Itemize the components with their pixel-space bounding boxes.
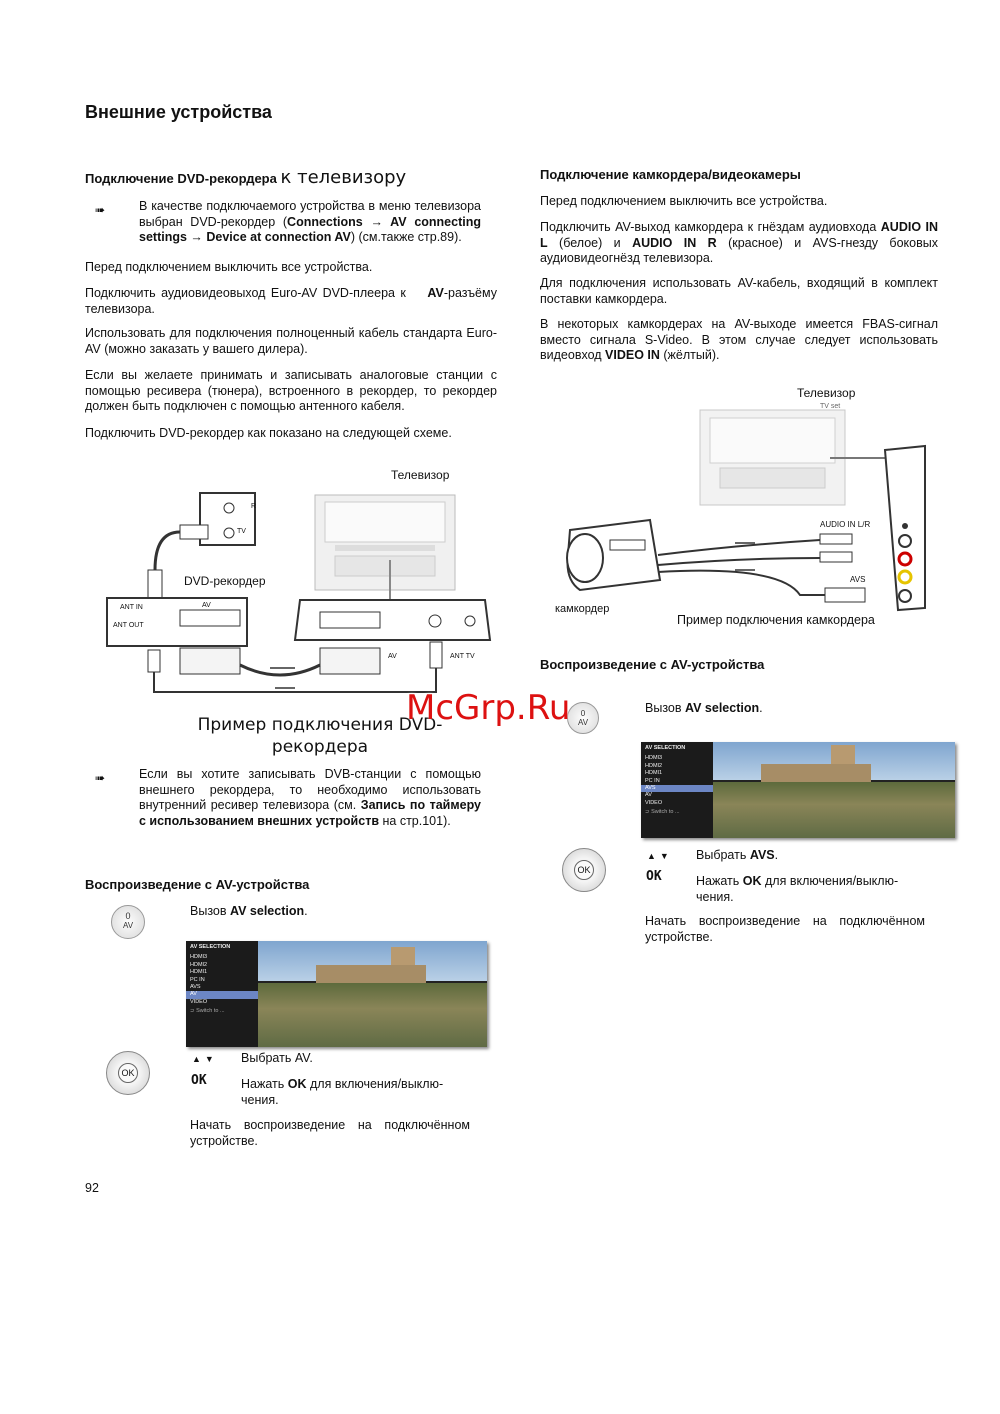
note-device-setting [139,199,481,246]
recorder-scart [180,610,240,626]
note2-ref: Запись по таймеру с использованием внешних устройств [139,798,481,828]
tv-screen [325,502,445,542]
note1-text: В качестве подключаемого устройства в меню телевизора выбран DVD-рекордер ( [139,199,481,229]
avs-socket [899,590,911,602]
scart-cable [240,665,320,675]
menu-footer: ⊃ Switch to ... [190,1008,225,1015]
left-ok-ring[interactable] [106,1051,150,1095]
right-av-btn-label: AV [577,718,589,727]
menu-item[interactable]: VIDEO [190,998,208,1005]
cam-diagram-caption: Пример подключения камкордера [677,613,875,627]
wall-r-label: R [251,503,257,510]
tv-ant-socket [429,615,441,627]
r-p4-bold: VIDEO IN [605,348,660,362]
watermark: McGrp.Ru [406,688,571,728]
tv-label: Телевизор [391,468,450,482]
left-p4: Если вы желаете принимать и записывать аналоговые станции с помощью ресивера (тюнера), встроенного в рекордер, то рекордер должен быть подключен с помощью антенного кабеля. [85,368,497,413]
cam-diagram-svg [540,380,940,620]
scart-plug-left [180,648,240,674]
r-p2-a: Подключить AV-выход камкордера к гнёздам аудиовхода [540,220,877,234]
avs-plug [825,588,865,602]
audio-plug-l [820,534,852,544]
note-arrow-icon: ➠ [95,203,106,217]
tv-aux-socket [465,616,475,626]
left-play-heading: Воспроизведение с AV-устройства [85,877,310,892]
right-select-text [696,848,778,862]
menu-title: AV SELECTION [190,944,231,950]
dvd-connection-diagram [85,460,515,720]
r-sel-bold: AVS [749,848,775,862]
left-ok-label: OK [191,1073,207,1088]
menu-item[interactable]: HDMI1 [190,969,208,976]
left-p5: Подключить DVD-рекордер как показано на следующей схеме. [85,426,452,440]
dvd-diagram-svg [85,460,515,720]
call-pre: Вызов [190,904,227,918]
socket-r [224,503,234,513]
video-socket [899,571,911,583]
dvd-diagram-caption: Пример подключения DVD-рекордера [197,715,443,757]
tv-stand [335,556,435,576]
r-p4-pre: В некоторых камкордерах на AV-выходе имеется FBAS-сигнал вместо сигнала S-Video. В этом случае следует использовать видеовход [540,317,938,362]
menu-item[interactable]: HDMI2 [645,762,663,769]
ant-out-plug [148,650,160,672]
note1-menu-path: Connections → AV connecting settings → Device at connection AV [139,214,481,244]
r-ok-pre: Нажать [696,874,740,888]
menu-footer: ⊃ Switch to ... [645,809,680,816]
cam-heading: Подключение камкордера/видеокамеры [540,167,801,182]
right-play-heading: Воспроизведение с AV-устройства [540,657,765,672]
menu-item[interactable]: HDMI2 [190,961,208,968]
menu-item[interactable]: HDMI3 [645,755,663,762]
tv-stand [720,468,825,488]
right-ok-label: OK [646,869,662,884]
r-p2-b1: AUDIO IN L [540,220,938,250]
audio-cable-2 [658,558,820,565]
left-av-menu-screenshot [186,941,487,1047]
right-av-remote-button[interactable] [567,702,599,734]
tv-scart [320,612,380,628]
ant-tv-label: ANT TV [450,653,475,660]
menu-item[interactable]: PC IN [190,976,205,983]
left-ok-text [241,1077,471,1108]
call-post: . [304,904,308,918]
left-av-menu [186,941,258,1047]
right-av-btn-zero: 0 [580,709,586,718]
left-start-text: Начать воспроизведение на подключённом устройстве. [190,1118,470,1148]
menu-item-selected[interactable]: AVS [641,785,713,792]
camcorder-lens [567,534,603,582]
antenna-plug [180,525,208,539]
menu-item[interactable]: AV [645,792,652,799]
right-start-text: Начать воспроизведение на подключённом устройстве. [645,914,925,944]
ant-out-label: ANT OUT [113,622,144,629]
av-top-label: AV [202,602,211,609]
right-av-menu [641,742,713,838]
left-select-text: Выбрать AV. [241,1051,313,1065]
r-sel-pre: Выбрать [696,848,747,862]
r-p2-c: (белое) и [559,235,621,250]
r-p2-d: (красное) и AVS-гнезду боковых аудиовидеогнёзд телевизора. [540,235,938,265]
call-bold: AV selection [230,904,305,918]
dvd-heading-bold: Подключение DVD-рекордера [85,171,277,186]
right-ok-ring[interactable] [562,848,606,892]
antenna-cable [155,532,180,570]
av-remote-button[interactable] [111,905,145,939]
tv-screen [710,418,835,463]
p2-post: -разъёму телевизора. [85,286,497,316]
avs-cable [658,571,825,595]
left-p3: Использовать для подключения полноценный кабель стандарта Euro-AV (можно заказать у вашего дилера). [85,326,497,356]
ant-in-plug [148,570,162,598]
ok-center-button[interactable]: OK [118,1063,138,1083]
note1-tail: ) (см.также стр.89). [350,230,462,244]
field [711,782,955,838]
audio-r-socket [899,553,911,565]
right-ok-text [696,874,926,905]
menu-item[interactable]: HDMI3 [190,954,208,961]
right-p4 [540,317,938,364]
ok-post: для включения/выклю-чения. [241,1077,444,1107]
p2-pre: Подключить аудиовидеовыход Euro-AV DVD-плеера к [85,286,406,300]
recorder-label: DVD-рекордер [184,574,266,588]
avs-label: AVS [850,575,866,584]
av-bottom-label: AV [388,653,397,660]
socket-tv [224,528,234,538]
ant-in-label: ANT IN [120,604,143,611]
r-call-post: . [759,701,763,715]
ok-bold: OK [287,1077,307,1091]
menu-item[interactable]: AVS [190,984,201,991]
wall-tv-label: TV [237,528,246,535]
audio-in-label: AUDIO IN L/R [820,520,871,529]
right-av-menu-screenshot [641,742,955,838]
up-down-arrows-icon: ▲▼ [192,1054,218,1064]
note2-text: Если вы хотите записывать DVB-станции с помощью внешнего рекордера, то необходимо использовать внутренний ресивер телевизора (см. [139,767,481,812]
menu-item[interactable]: PC IN [645,777,660,784]
audio-l-socket [899,535,911,547]
r-ok-post: для включения/выклю-чения. [696,874,899,904]
menu-item[interactable]: HDMI1 [645,770,663,777]
ant-tv-plug [430,642,442,668]
r-call-pre: Вызов [645,701,682,715]
right-p2 [540,220,938,267]
r-sel-post: . [774,848,779,862]
left-p1: Перед подключением выключить все устройства. [85,260,373,274]
page-title: Внешние устройства [85,102,272,122]
tv-grille [335,545,435,551]
p2-bold: AV [427,286,444,300]
audio-plug-r [820,552,852,562]
menu-title: AV SELECTION [645,745,686,751]
ok-pre: Нажать [241,1077,285,1091]
page-number: 92 [85,1181,99,1195]
right-p1: Перед подключением выключить все устройства. [540,194,828,208]
r-p2-b2: AUDIO IN R [632,235,717,250]
r-call-bold: AV selection [685,701,760,715]
scart-plug-right [320,648,380,674]
r-ok-bold: OK [742,874,762,888]
cam-tv-sub: TV set [820,403,841,410]
menu-item-selected[interactable]: AV [186,991,258,998]
note-dvb-recording [139,767,481,829]
left-call-av [190,904,308,918]
camcorder-label: камкордер [555,603,610,615]
camcorder-connection-diagram [540,380,940,620]
r-p4-post: (жёлтый). [663,348,720,362]
right-p3: Для подключения использовать AV-кабель, входящий в комплект поставки камкордера. [540,276,938,306]
left-p2 [85,286,497,317]
camcorder-screen [610,540,645,550]
note2-tail: на стр.101). [382,813,451,828]
av-btn-label: AV [122,921,134,930]
dvd-heading-light: к телевизору [280,167,407,188]
right-up-down-arrows-icon: ▲▼ [647,851,673,861]
note2-arrow-icon: ➠ [95,771,106,785]
panel-dot [902,523,908,529]
church-building [761,764,871,784]
right-call-av [645,701,763,715]
cam-tv-label: Телевизор [797,386,856,400]
right-ok-center-button[interactable]: OK [574,860,594,880]
av-btn-zero: 0 [125,911,131,921]
menu-item[interactable]: VIDEO [645,799,663,806]
dvd-heading [85,167,406,188]
field [256,983,487,1047]
